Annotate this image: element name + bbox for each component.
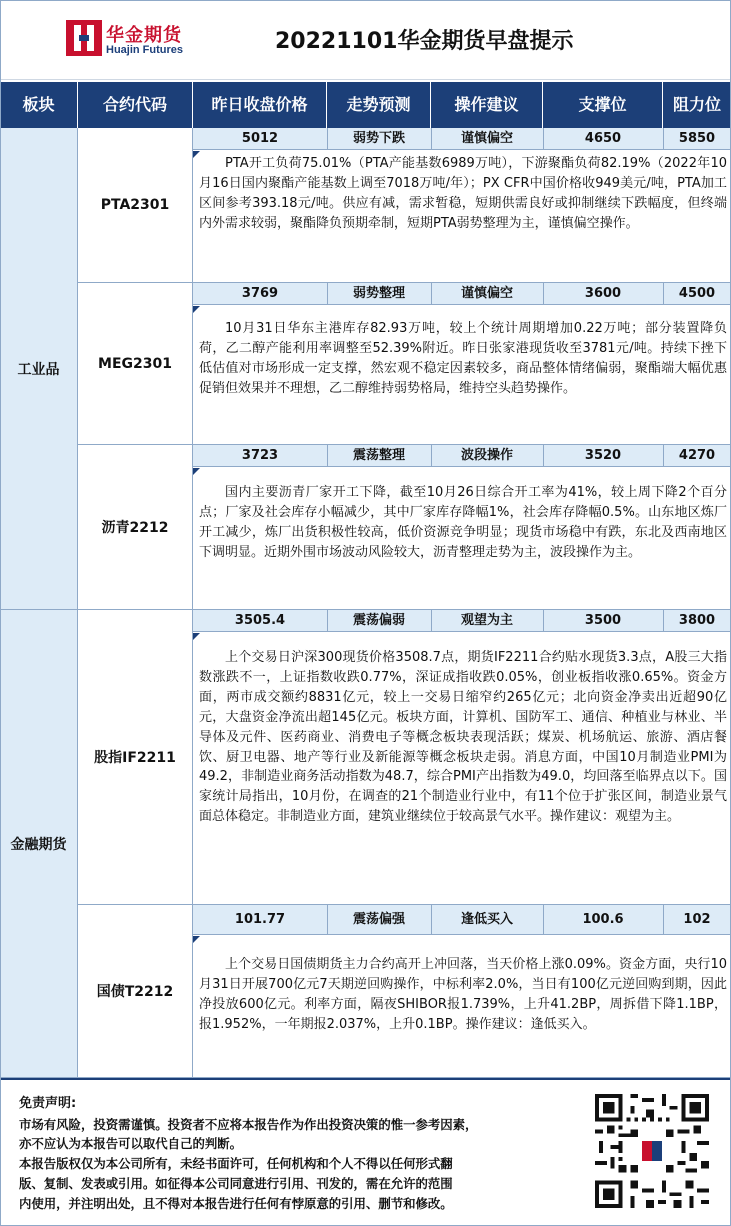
disclaimer-heading: 免责声明:: [19, 1096, 77, 1111]
company-logo: [66, 20, 216, 64]
trend-forecast: 震荡偏弱: [352, 613, 405, 628]
disclaimer-line: 版、复制、发表或引用。如征得本公司同意进行引用、刊发的，需在允许的范围: [19, 1176, 453, 1191]
market-commentary: [193, 632, 731, 905]
huajin-logo-icon: [66, 20, 102, 56]
column-header-advice: 操作建议: [431, 82, 543, 128]
support-level: 3500: [584, 613, 622, 628]
resistance-level: 5850: [678, 131, 716, 146]
resistance-level: 3800: [678, 613, 716, 628]
commentary-text: PTA开工负荷75.01%（PTA产能基数6989万吨），下游聚酯负荷82.19%（2022年10月16日国内聚酯产能基数上调至7018万吨/年）；PX CFR中国价格收949美元/吨，PTA加工区间参考393.18元/吨。供应有减，需求暂稳，短期供需良好或抑制继续下跌幅度，但终端内外需求较弱，聚酯降负预期牵制，短期PTA弱势整理为主，谨慎偏空操作。: [199, 156, 727, 231]
column-header-trend: 走势预测: [327, 82, 431, 128]
quote-row: [193, 128, 731, 150]
trend-forecast: 震荡整理: [352, 448, 405, 463]
contract-code: 股指IF2211: [78, 610, 193, 905]
market-commentary: [193, 935, 731, 1078]
report-header: [0, 0, 731, 80]
support-level: 3520: [584, 448, 622, 463]
column-header-support: 支撑位: [543, 82, 663, 128]
contract-code: 国债T2212: [78, 905, 193, 1078]
operation-advice: 波段操作: [460, 448, 513, 463]
close-price: 3769: [241, 286, 279, 301]
disclaimer-footer: [0, 1078, 731, 1226]
sector-industrial: 工业品: [0, 128, 78, 610]
disclaimer-line: 本报告版权仅为本公司所有，未经书面许可，任何机构和个人不得以任何形式翻: [19, 1156, 453, 1171]
operation-advice: 谨慎偏空: [460, 131, 513, 146]
support-level: 100.6: [582, 912, 624, 927]
commentary-text: 国内主要沥青厂家开工下降，截至10月26日综合开工率为41%，较上周下降2个百分点；厂家及社会库存小幅减少，其中厂家库存降幅1%，社会库存降幅0.5%。山东地区炼厂开工减少，炼厂出货积极性较高，低价资源竞争明显；现货市场稳中有跌，东北及西南地区下调明显。近期外围市场波动风险较大，沥青整理走势为主，波段操作为主。: [199, 485, 727, 560]
trend-forecast: 弱势下跌: [352, 131, 405, 146]
quote-row: [193, 905, 731, 935]
contract-code: PTA2301: [78, 128, 193, 283]
commentary-text: 上个交易日国债期货主力合约高开上冲回落，当天价格上涨0.09%。资金方面，央行10月31日开展700亿元7天期逆回购操作，中标利率2.0%，当日有100亿元逆回购到期，因此净投放600亿元。利率方面，隔夜SHIBOR报1.739%，上升41.2BP，周拆借下降1.1BP，报1.952%，一年期报2.037%，上升0.1BP。操作建议：逢低买入。: [199, 957, 727, 1032]
resistance-level: 102: [683, 912, 711, 927]
contract-code: MEG2301: [78, 283, 193, 445]
close-price: 3723: [241, 448, 279, 463]
qr-code-icon: [595, 1094, 709, 1208]
operation-advice: 观望为主: [460, 613, 513, 628]
support-level: 4650: [584, 131, 622, 146]
resistance-level: 4500: [678, 286, 716, 301]
column-header-sector: 板块: [0, 82, 78, 128]
cell-corner-mark: [193, 306, 200, 313]
quote-row: [193, 445, 731, 467]
logo-english-name: Huajin Futures: [106, 44, 184, 56]
close-price: 3505.4: [234, 613, 286, 628]
operation-advice: 逢低买入: [460, 912, 513, 927]
report-title: 20221101华金期货早盘提示: [275, 29, 574, 54]
trend-forecast: 震荡偏强: [352, 912, 405, 927]
commentary-text: 上个交易日沪深300现货价格3508.7点，期货IF2211合约贴水现货3.3点，A股三大指数涨跌不一，上证指数收跌0.77%，深证成指收跌0.05%，创业板指收涨0.65%。资金方面，两市成交额约8831亿元，较上一交易日缩窄约265亿元；北向资金净卖出近超90亿元，大盘资金净流出超145亿元。板块方面，计算机、国防军工、通信、种植业与林业、半导体及元件、医药商业、消费电子等概念板块表现活跃；煤炭、机场航运、旅游、酒店餐饮、厨卫电器、地产等行业及新能源等概念板块走弱。消息方面，中国10月制造业PMI为49.2，非制造业商务活动指数为48.7，综合PMI产出指数为49.0，均回落至临界点以下。国家统计局指出，10月份，在调查的21个制造业行业中，有11个位于扩张区间，制造业景气面总体稳定。非制造业方面，建筑业继续位于较高景气水平。操作建议：观望为主。: [199, 650, 727, 825]
close-price: 5012: [241, 131, 279, 146]
commentary-text: 10月31日华东主港库存82.93万吨，较上个统计周期增加0.22万吨；部分装置降负荷，乙二醇产能利用率调整至52.39%附近。昨日张家港现货收至3781元/吨。持续下挫下低估值对市场形成一定支撑，然宏观不稳定因素较多，商品整体情绪偏弱，聚酯端大幅优惠促销但效果并不理想，乙二醇维持弱势格局，维持空头趋势操作。: [199, 321, 727, 396]
disclaimer-line: 亦不应认为本报告可以取代自己的判断。: [19, 1136, 243, 1151]
logo-chinese-name: 华金期货: [106, 25, 182, 46]
cell-corner-mark: [193, 468, 200, 475]
cell-corner-mark: [193, 633, 200, 640]
resistance-level: 4270: [678, 448, 716, 463]
cell-corner-mark: [193, 151, 200, 158]
column-header-contract: 合约代码: [78, 82, 193, 128]
quote-row: [193, 610, 731, 632]
disclaimer-line: 市场有风险，投资需谨慎。投资者不应将本报告作为作出投资决策的惟一参考因素，: [19, 1117, 478, 1132]
trend-forecast: 弱势整理: [352, 286, 405, 301]
column-header-resistance: 阻力位: [672, 95, 721, 114]
operation-advice: 谨慎偏空: [460, 286, 513, 301]
close-price: 101.77: [234, 912, 286, 927]
quote-row: [193, 283, 731, 305]
table-header: [0, 82, 731, 128]
disclaimer-line: 内使用，并注明出处，且不得对本报告进行任何有悖原意的引用、删节和修改。: [19, 1196, 453, 1211]
market-commentary: [193, 305, 731, 445]
column-header-close-price: 昨日收盘价格: [193, 82, 327, 128]
contract-code: 沥青2212: [78, 445, 193, 610]
market-commentary: [193, 150, 731, 283]
cell-corner-mark: [193, 936, 200, 943]
support-level: 3600: [584, 286, 622, 301]
sector-financial-futures: 金融期货: [0, 610, 78, 1078]
market-commentary: [193, 467, 731, 610]
